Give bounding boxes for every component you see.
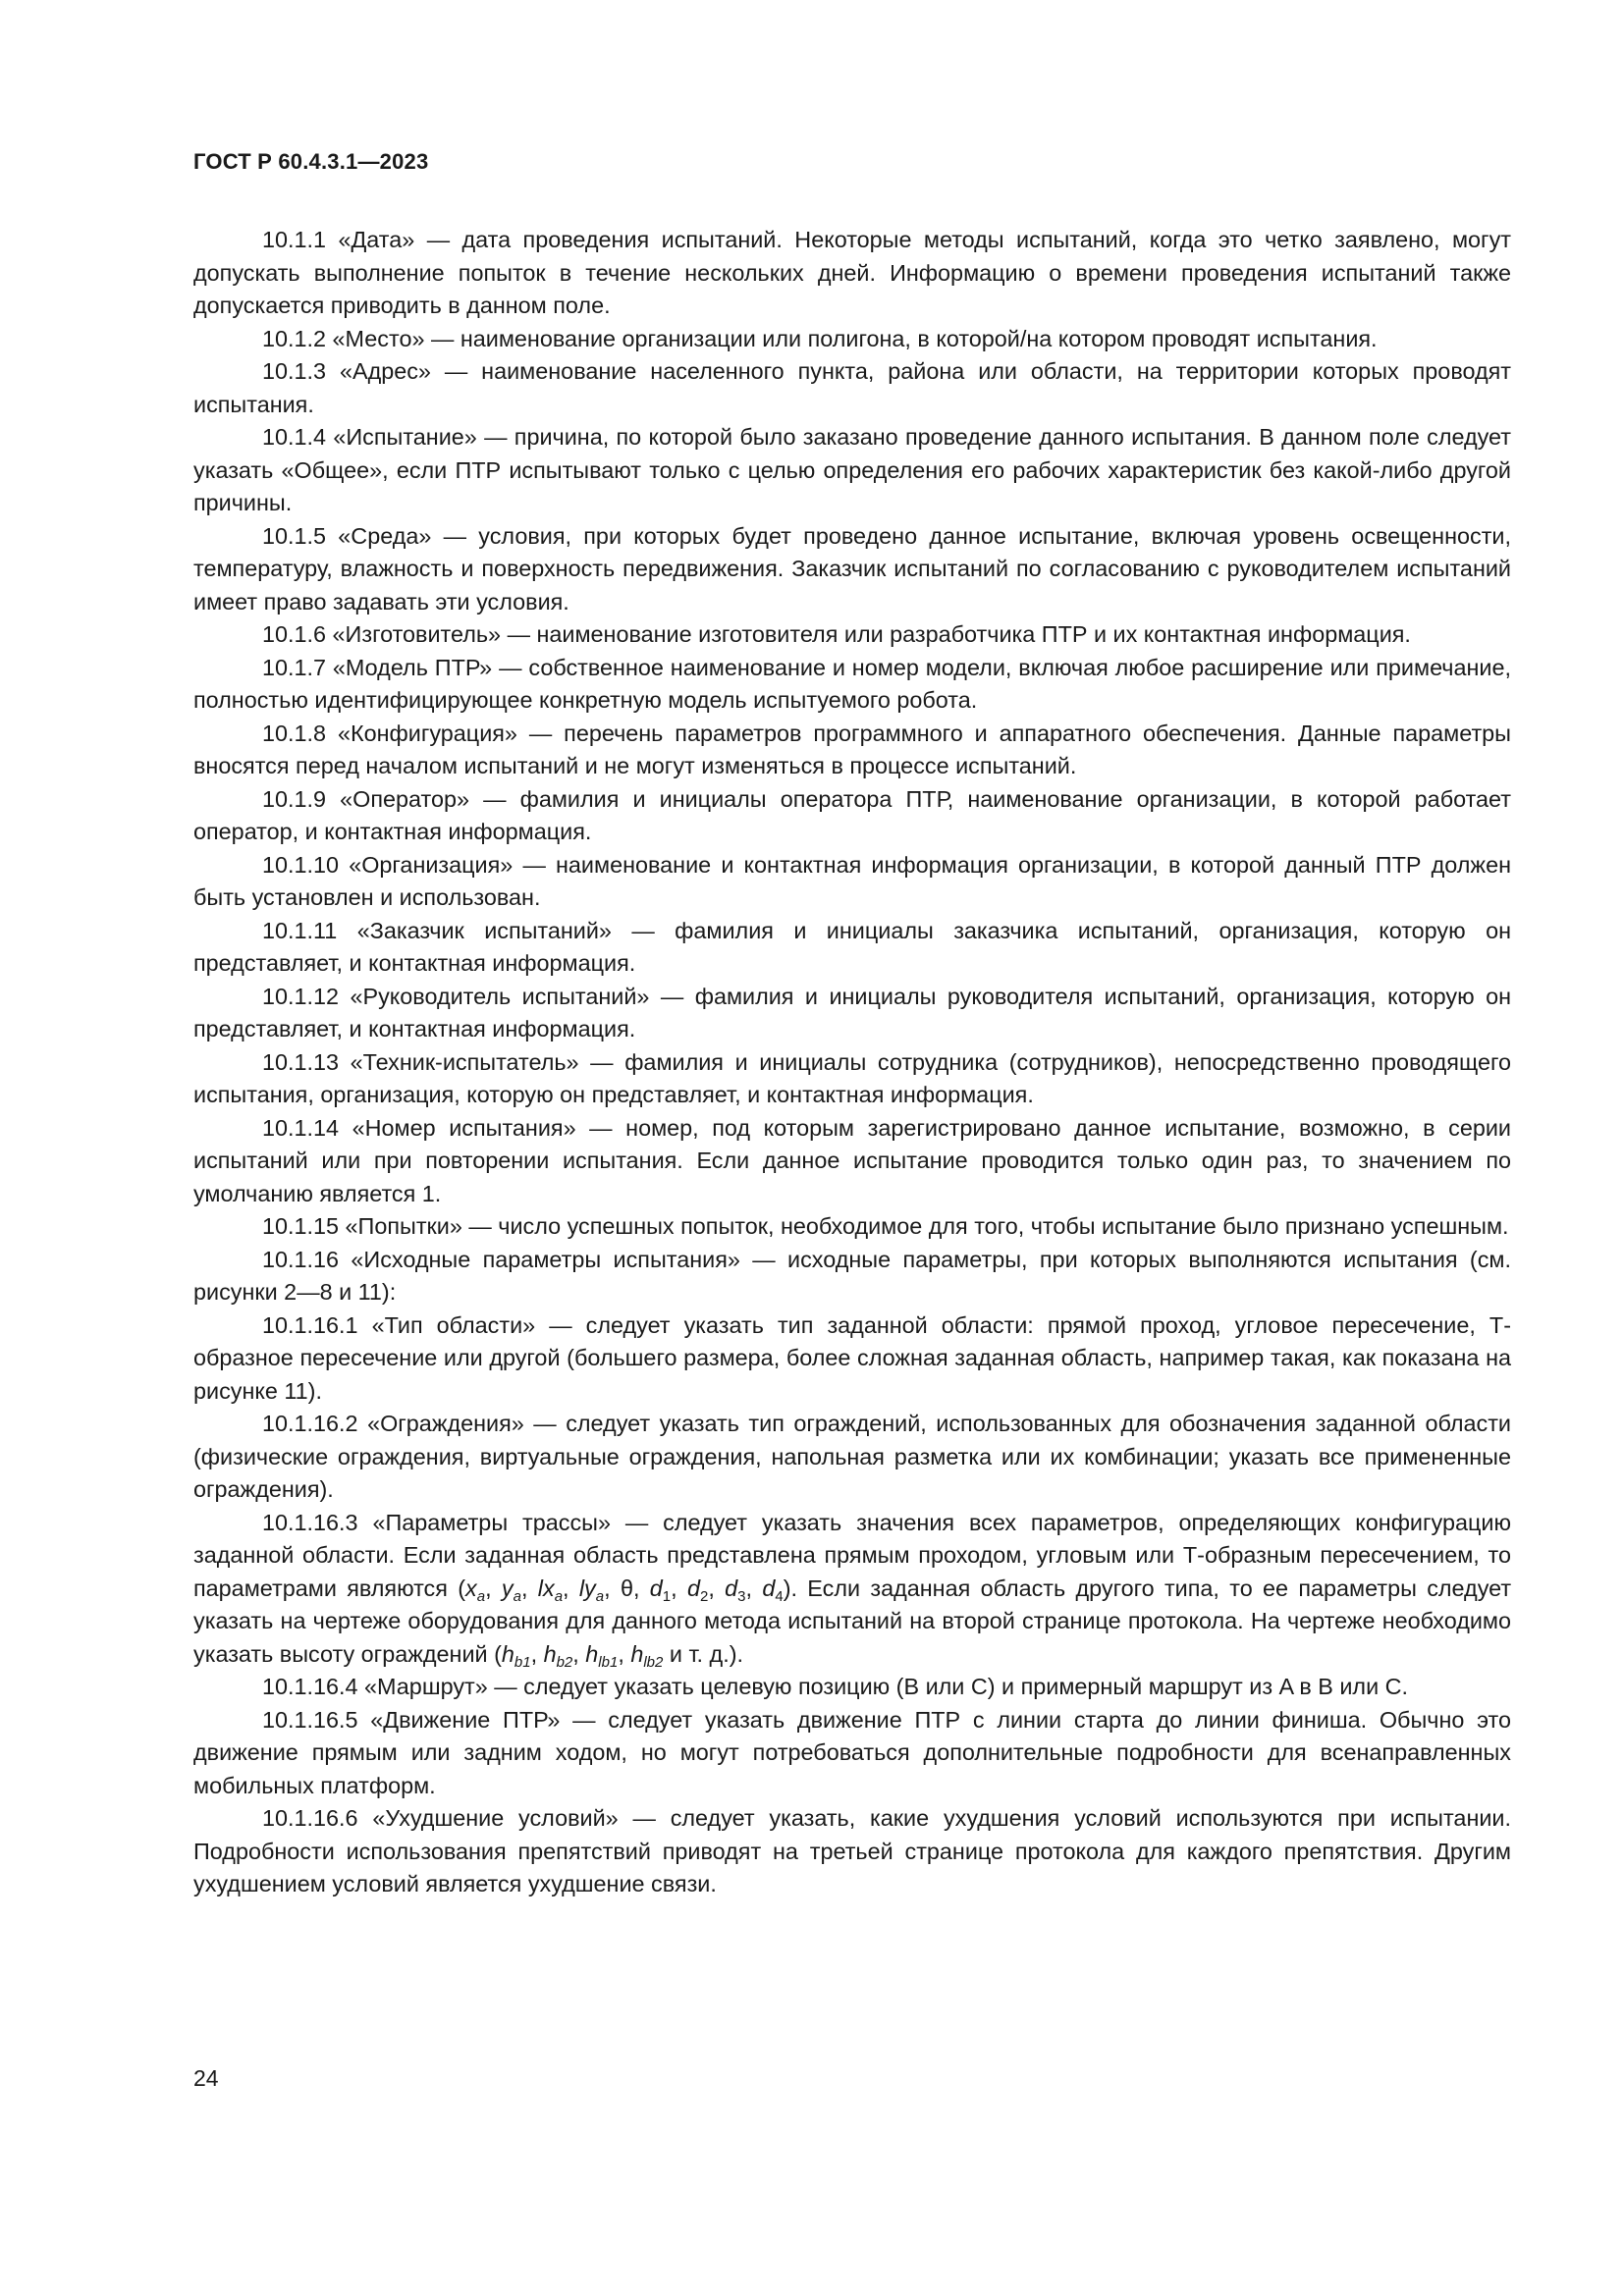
var-h-b1: h xyxy=(501,1640,514,1667)
paragraph-10-1-14: 10.1.14 «Номер испытания» — номер, под которым зарегистрировано данное испытание, возможно, в серии испытаний или при повторении испытания. Если данное испытание проводится только один раз, то значением по умолчанию является 1. xyxy=(193,1114,1511,1206)
var-d2: d xyxy=(686,1575,700,1601)
paragraph-10-1-8: 10.1.8 «Конфигурация» — перечень параметров программного и аппаратного обеспечения. Данные параметры вносятся перед началом испытаний и не могут изменяться в процессе испытаний. xyxy=(193,720,1511,778)
var-d1: d xyxy=(649,1575,663,1601)
document-code: ГОСТ Р 60.4.3.1—2023 xyxy=(193,149,429,174)
sub-2: 2 xyxy=(699,1587,709,1605)
var-x: x xyxy=(465,1575,477,1601)
var-h-lb1: h xyxy=(585,1640,599,1667)
sub-1: 1 xyxy=(662,1587,672,1605)
paragraph-10-1-16-4: 10.1.16.4 «Маршрут» — следует указать целевую позицию (B или C) и примерный маршрут из A в B или C. xyxy=(262,1674,1409,1699)
var-d4: d xyxy=(762,1575,776,1601)
sub-4: 4 xyxy=(775,1587,784,1605)
paragraph-10-1-16-5: 10.1.16.5 «Движение ПТР» — следует указать движение ПТР с линии старта до линии финиша. Обычно это движение прямым или задним ходом, но могут потребоваться дополнительные подробности для всенаправленных мобильных платформ. xyxy=(193,1706,1511,1798)
paragraph-10-1-5: 10.1.5 «Среда» — условия, при которых будет проведено данное испытание, включая уровень освещенности, температуру, влажность и поверхность передвижения. Заказчик испытаний по согласованию с руководителем испытаний имеет право задавать эти условия. xyxy=(193,522,1511,614)
paragraph-10-1-11: 10.1.11 «Заказчик испытаний» — фамилия и инициалы заказчика испытаний, организация, которую он представляет, и контактная информация. xyxy=(193,917,1511,976)
paragraph-10-1-16-1: 10.1.16.1 «Тип области» — следует указать тип заданной области: прямой проход, угловое пересечение, Т-образное пересечение или другой (большего размера, более сложная заданная область, например такая, как показана на рисунке 11). xyxy=(193,1311,1511,1404)
paragraph-10-1-2: 10.1.2 «Место» — наименование организации или полигона, в которой/на котором проводят испытания. xyxy=(262,325,1378,351)
sub-a: a xyxy=(513,1587,521,1605)
sub-lb2: lb2 xyxy=(643,1653,664,1671)
sub-a: a xyxy=(554,1587,564,1605)
paragraph-10-1-4: 10.1.4 «Испытание» — причина, по которой было заказано проведение данного испытания. В данном поле следует указать «Общее», если ПТР испытывают только с целью определения его рабочих характеристик без какой-либо другой причины. xyxy=(193,424,1511,515)
sub-a: a xyxy=(476,1587,486,1605)
var-h-b2: h xyxy=(543,1640,557,1667)
paragraph-10-1-3: 10.1.3 «Адрес» — наименование населенного пункта, района или области, на территории которых проводят испытания. xyxy=(193,358,1511,417)
var-ly: ly xyxy=(578,1575,596,1601)
sub-a: a xyxy=(595,1587,605,1605)
sub-3: 3 xyxy=(737,1587,746,1605)
params-intro: 10.1.16.3 «Параметры трассы» — следует указать значения всех параметров, определяющих конфигурацию заданной области. Если заданная область представлена прямым проходом, угловым или Т-образным пересечением, то параметрами являются ( xyxy=(193,1509,1511,1601)
page-number: 24 xyxy=(193,2065,219,2091)
paragraph-10-1-9: 10.1.9 «Оператор» — фамилия и инициалы оператора ПТР, наименование организации, в которой работает оператор, и контактная информация. xyxy=(193,785,1511,844)
var-theta: θ xyxy=(620,1575,633,1601)
params-tail: и т. д.). xyxy=(663,1640,743,1667)
paragraph-10-1-16-3: 10.1.16.3 «Параметры трассы» — следует указать значения всех параметров, определяющих конфигурацию заданной области. Если заданная область представлена прямым проходом, угловым или Т-образным пересечением, то параметрами являются ($x_a$, $y_a$, $lx_a$, $ly_a$, θ, $d_1$, $d_2$, $d_3$, $d_4$). Если заданная область другого типа, то ее параметры следует указать на чертеже оборудования для данного метода испытаний на второй странице протокола. На чертеже необходимо указать высоту ограждений ($h_{b1}$, $h_{b2}$, $h_{lb1}$, $h_{lb2}$ и т. д.). xyxy=(193,1509,1512,1671)
var-lx: lx xyxy=(537,1575,555,1601)
paragraph-10-1-6: 10.1.6 «Изготовитель» — наименование изготовителя или разработчика ПТР и их контактная информация. xyxy=(262,621,1411,647)
params-mid: ). Если заданная область другого типа, то ее параметры следует указать на чертеже оборудования для данного метода испытаний на второй странице протокола. На чертеже необходимо указать высоту ограждений ( xyxy=(193,1575,1512,1667)
paragraph-10-1-10: 10.1.10 «Организация» — наименование и контактная информация организации, в которой данный ПТР должен быть установлен и использован. xyxy=(193,851,1511,910)
paragraph-10-1-1: 10.1.1 «Дата» — дата проведения испытаний. Некоторые методы испытаний, когда это четко заявлено, могут допускать выполнение попыток в течение нескольких дней. Информацию о времени проведения испытаний также допускается приводить в данном поле. xyxy=(193,227,1511,318)
var-d3: d xyxy=(725,1575,738,1601)
paragraph-10-1-16-6: 10.1.16.6 «Ухудшение условий» — следует указать, какие ухудшения условий используются при испытании. Подробности использования препятствий приводят на третьей странице протокола для каждого препятствия. Другим ухудшением условий является ухудшение связи. xyxy=(193,1805,1511,1896)
var-y: y xyxy=(501,1575,514,1601)
document-body xyxy=(193,224,1511,1901)
paragraph-10-1-7: 10.1.7 «Модель ПТР» — собственное наименование и номер модели, включая любое расширение или примечание, полностью идентифицирующее конкретную модель испытуемого робота. xyxy=(193,654,1511,713)
paragraph-10-1-16-2: 10.1.16.2 «Ограждения» — следует указать тип ограждений, использованных для обозначения заданной области (физические ограждения, виртуальные ограждения, напольная разметка или их комбинации; указать все примененные ограждения). xyxy=(193,1411,1511,1502)
sub-lb1: lb1 xyxy=(598,1653,619,1671)
paragraph-10-1-16: 10.1.16 «Исходные параметры испытания» — исходные параметры, при которых выполняются испытания (см. рисунки 2—8 и 11): xyxy=(193,1246,1511,1305)
paragraph-10-1-12: 10.1.12 «Руководитель испытаний» — фамилия и инициалы руководителя испытаний, организация, которую он представляет, и контактная информация. xyxy=(193,983,1511,1041)
var-h-lb2: h xyxy=(630,1640,644,1667)
sub-b2: b2 xyxy=(556,1653,573,1671)
paragraph-10-1-13: 10.1.13 «Техник-испытатель» — фамилия и инициалы сотрудника (сотрудников), непосредственно проводящего испытания, организация, которую он представляет, и контактная информация. xyxy=(193,1048,1511,1107)
sub-b1: b1 xyxy=(514,1653,531,1671)
paragraph-10-1-15: 10.1.15 «Попытки» — число успешных попыток, необходимое для того, чтобы испытание было признано успешным. xyxy=(262,1213,1509,1239)
